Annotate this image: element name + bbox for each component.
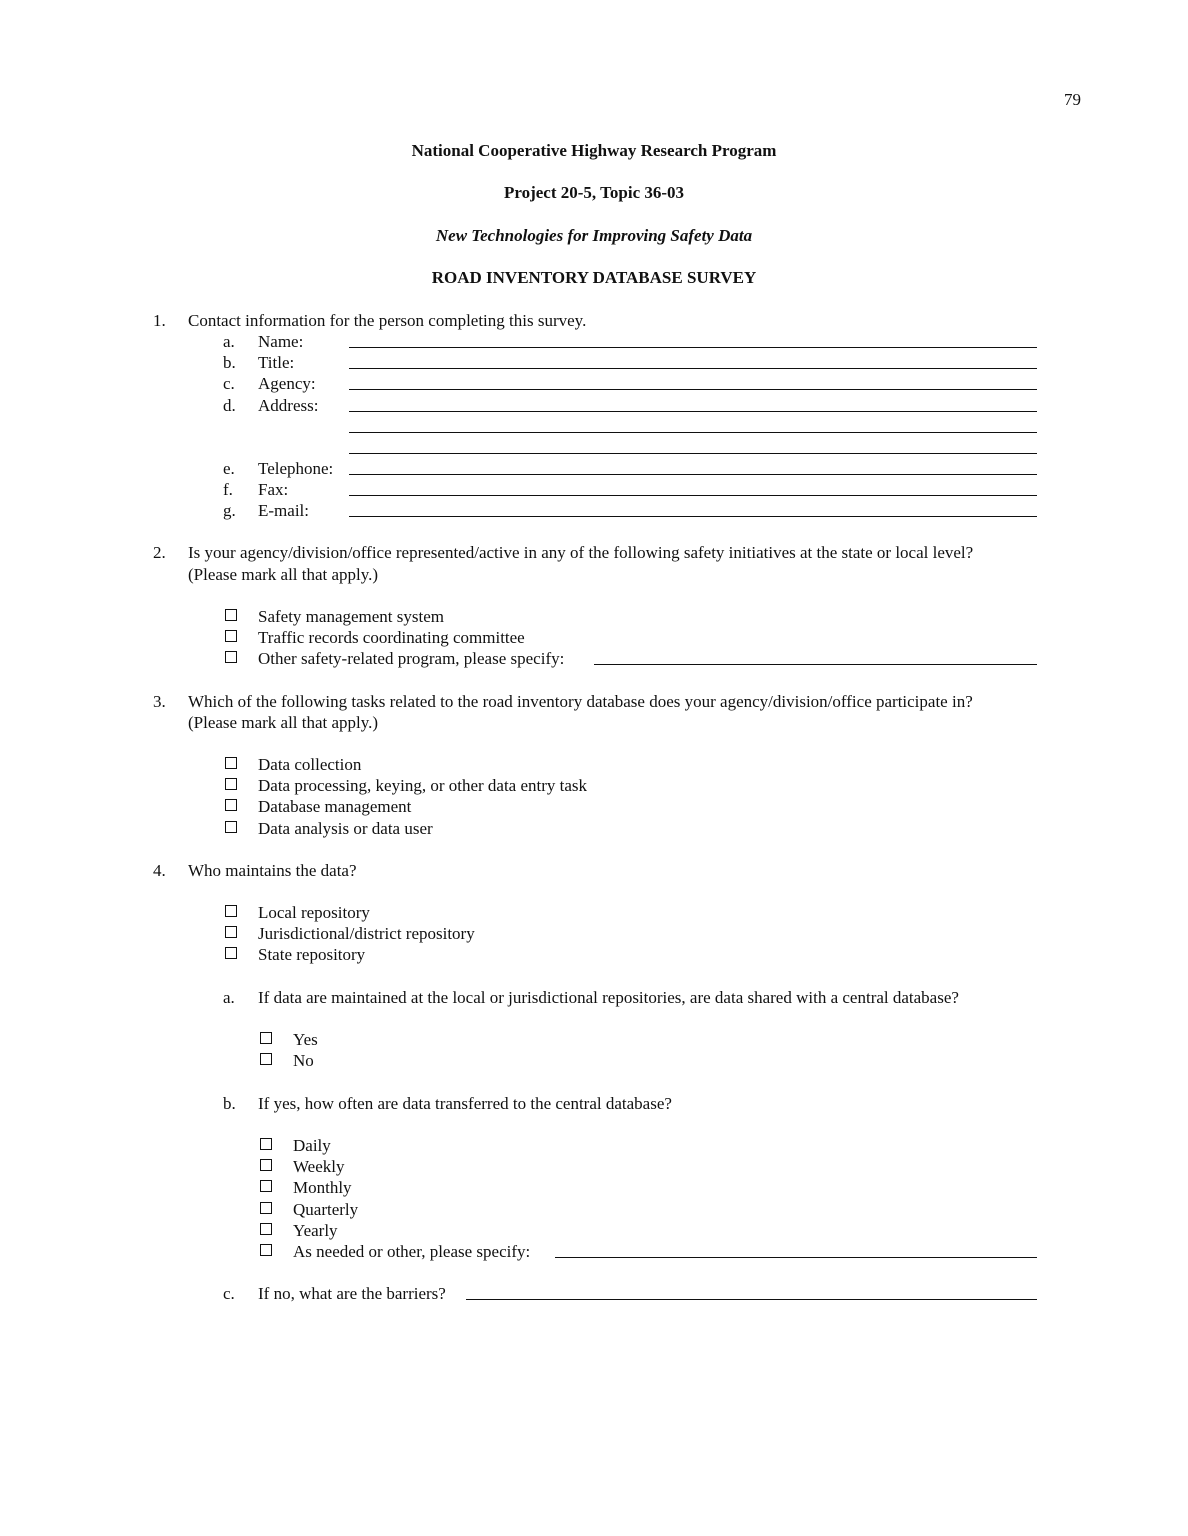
q1-letter: a. <box>223 332 235 351</box>
option-label: Data collection <box>258 755 362 774</box>
telephone-field[interactable] <box>349 474 1037 475</box>
q1-letter: f. <box>223 480 233 499</box>
checkbox[interactable] <box>260 1032 272 1044</box>
q4-text: Who maintains the data? <box>188 861 357 880</box>
q1-text: Contact information for the person completing this survey. <box>188 311 587 330</box>
q1-letter: g. <box>223 501 236 520</box>
address-field-line-2[interactable] <box>349 432 1037 433</box>
q4-number: 4. <box>153 861 166 880</box>
checkbox[interactable] <box>260 1159 272 1171</box>
project-title: Project 20-5, Topic 36-03 <box>503 183 685 202</box>
q1-number: 1. <box>153 311 166 330</box>
address-label: Address: <box>258 396 319 415</box>
other-frequency-field[interactable] <box>555 1257 1037 1258</box>
address-field-line-3[interactable] <box>349 453 1037 454</box>
option-label: As needed or other, please specify: <box>293 1242 531 1261</box>
checkbox[interactable] <box>225 821 237 833</box>
checkbox[interactable] <box>225 630 237 642</box>
q3-text: Which of the following tasks related to the road inventory database does your agency/division/office participate in? <box>188 692 973 711</box>
q4b-letter: b. <box>223 1094 236 1113</box>
option-label: State repository <box>258 945 366 964</box>
name-field[interactable] <box>349 347 1037 348</box>
q2-instruction: (Please mark all that apply.) <box>188 565 379 584</box>
checkbox[interactable] <box>225 947 237 959</box>
q1-letter: e. <box>223 459 235 478</box>
q4c-text: If no, what are the barriers? <box>258 1284 446 1303</box>
checkbox[interactable] <box>225 778 237 790</box>
title-label: Title: <box>258 353 295 372</box>
q4c-letter: c. <box>223 1284 235 1303</box>
option-label: Yes <box>293 1030 318 1049</box>
option-label: Weekly <box>293 1157 345 1176</box>
checkbox[interactable] <box>225 757 237 769</box>
option-label: Database management <box>258 797 412 816</box>
option-label: Monthly <box>293 1178 352 1197</box>
q3-instruction: (Please mark all that apply.) <box>188 713 379 732</box>
program-title: National Cooperative Highway Research Program <box>411 141 777 160</box>
option-label: Daily <box>293 1136 331 1155</box>
option-label: No <box>293 1051 314 1070</box>
option-label: Yearly <box>293 1221 338 1240</box>
email-field[interactable] <box>349 516 1037 517</box>
subtitle: New Technologies for Improving Safety Data <box>435 226 753 245</box>
option-label: Data analysis or data user <box>258 819 433 838</box>
checkbox[interactable] <box>260 1202 272 1214</box>
q4a-text: If data are maintained at the local or jurisdictional repositories, are data shared with a central database? <box>258 988 959 1007</box>
q2-text: Is your agency/division/office represented/active in any of the following safety initiatives at the state or local level? <box>188 543 974 562</box>
checkbox[interactable] <box>225 905 237 917</box>
q3-number: 3. <box>153 692 166 711</box>
agency-field[interactable] <box>349 389 1037 390</box>
option-label: Other safety-related program, please specify: <box>258 649 565 668</box>
q2-number: 2. <box>153 543 166 562</box>
q1-letter: c. <box>223 374 235 393</box>
name-label: Name: <box>258 332 304 351</box>
checkbox[interactable] <box>225 651 237 663</box>
agency-label: Agency: <box>258 374 316 393</box>
other-program-field[interactable] <box>594 664 1037 665</box>
q1-letter: b. <box>223 353 236 372</box>
checkbox[interactable] <box>225 926 237 938</box>
fax-label: Fax: <box>258 480 289 499</box>
checkbox[interactable] <box>225 799 237 811</box>
telephone-label: Telephone: <box>258 459 334 478</box>
option-label: Data processing, keying, or other data entry task <box>258 776 588 795</box>
address-field-line-1[interactable] <box>349 411 1037 412</box>
email-label: E-mail: <box>258 501 309 520</box>
title-field[interactable] <box>349 368 1037 369</box>
option-label: Safety management system <box>258 607 445 626</box>
q4a-letter: a. <box>223 988 235 1007</box>
checkbox[interactable] <box>260 1223 272 1235</box>
survey-title: ROAD INVENTORY DATABASE SURVEY <box>431 268 757 287</box>
q4b-text: If yes, how often are data transferred to the central database? <box>258 1094 672 1113</box>
page-number: 79 <box>1064 90 1081 109</box>
checkbox[interactable] <box>225 609 237 621</box>
barriers-field[interactable] <box>466 1299 1037 1300</box>
checkbox[interactable] <box>260 1138 272 1150</box>
option-label: Traffic records coordinating committee <box>258 628 525 647</box>
q1-letter: d. <box>223 396 236 415</box>
option-label: Jurisdictional/district repository <box>258 924 475 943</box>
option-label: Local repository <box>258 903 370 922</box>
fax-field[interactable] <box>349 495 1037 496</box>
option-label: Quarterly <box>293 1200 359 1219</box>
checkbox[interactable] <box>260 1180 272 1192</box>
checkbox[interactable] <box>260 1244 272 1256</box>
checkbox[interactable] <box>260 1053 272 1065</box>
